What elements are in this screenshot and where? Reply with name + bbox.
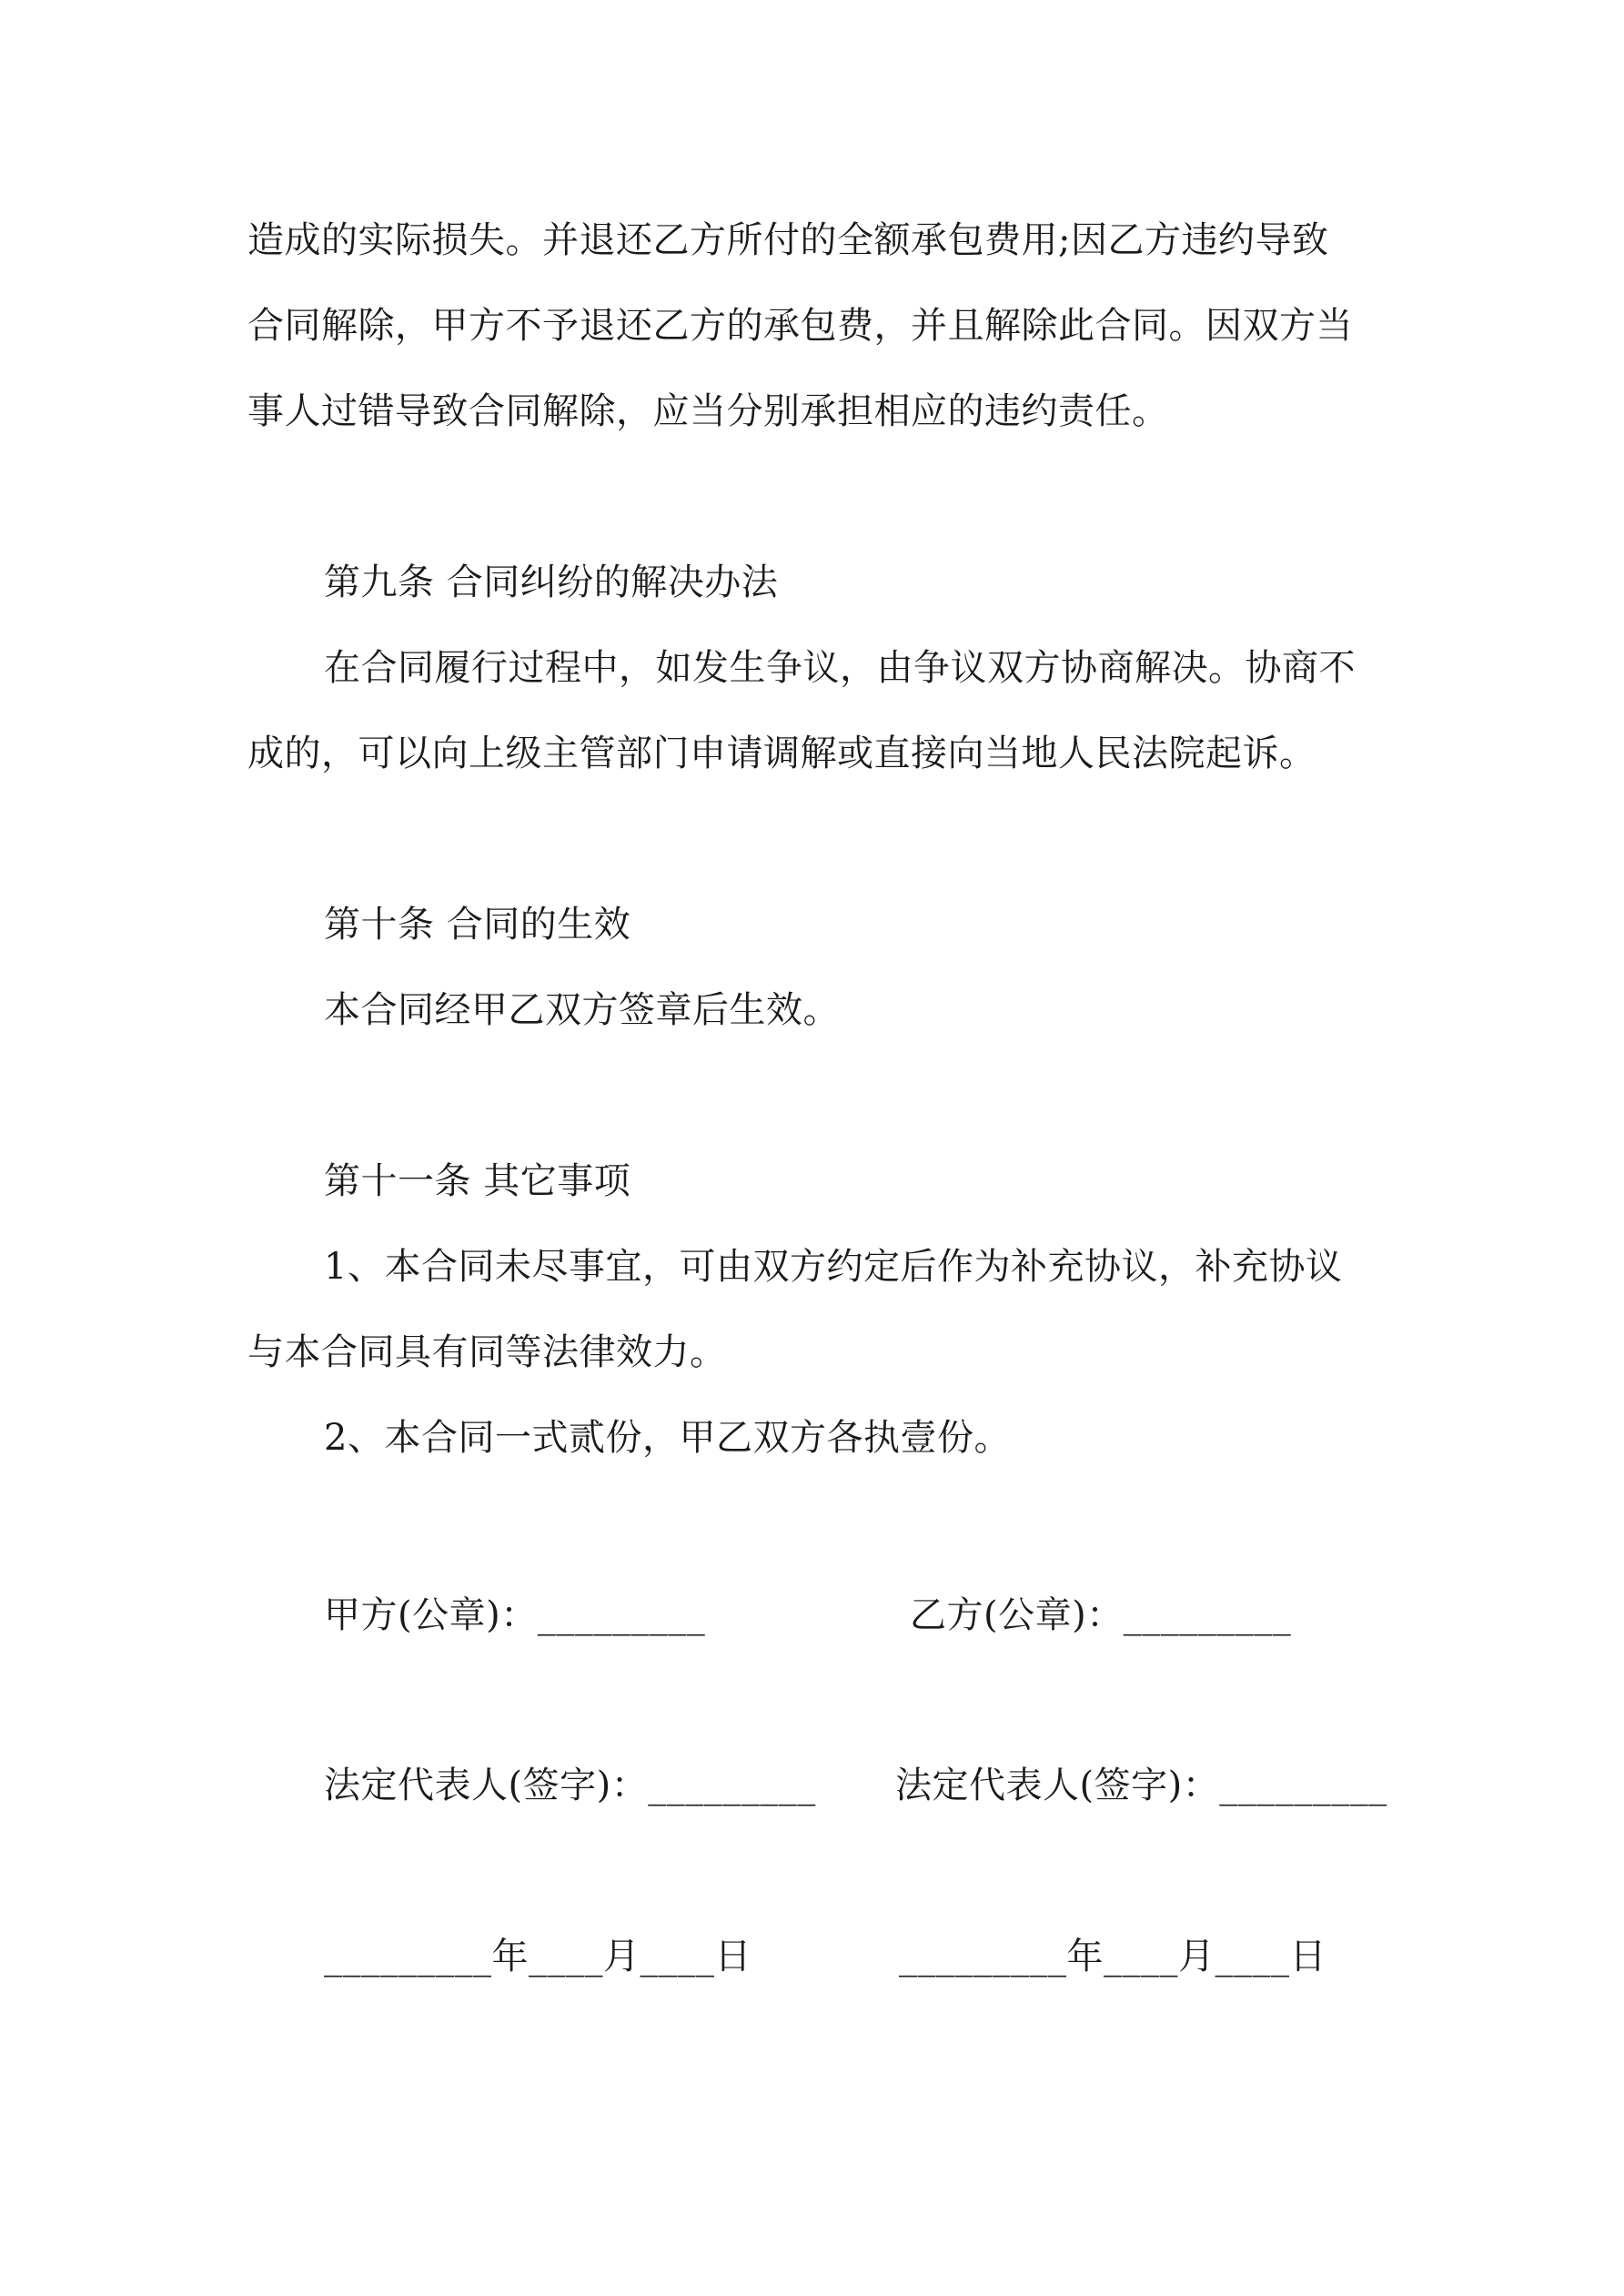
party-b-date: _________年____月____日: [899, 1936, 1326, 1977]
paragraph-line: 事人过错导致合同解除，应当分别承担相应的违约责任。: [247, 390, 1169, 432]
article-11-heading: 第十一条 其它事项: [324, 1160, 631, 1202]
party-a-date: _________年____月____日: [324, 1936, 751, 1977]
paragraph-line: 2、本合同一式贰份，甲乙双方各执壹份。: [324, 1417, 1011, 1459]
paragraph-line: 造成的实际损失。并退还乙方所付的全额承包费用;因乙方违约导致: [247, 219, 1329, 261]
paragraph-line: 成的，可以向上级主管部门申请调解或直接向当地人民法院起诉。: [247, 733, 1316, 774]
article-9-heading: 第九条 合同纠纷的解决办法: [324, 561, 779, 603]
party-b-representative: 法定代表人(签字)：_________: [895, 1765, 1387, 1806]
party-a-seal: 甲方(公章)：_________: [324, 1594, 706, 1636]
paragraph-line: 本合同经甲乙双方签章后生效。: [324, 989, 840, 1031]
paragraph-line: 1、本合同未尽事宜，可由双方约定后作为补充协议，补充协议: [324, 1246, 1343, 1288]
paragraph-line: 在合同履行过程中，如发生争议，由争议双方协商解决。协商不: [324, 647, 1356, 689]
paragraph-line: 合同解除，甲方不予退还乙方的承包费，并且解除此合同。因双方当: [247, 305, 1353, 347]
article-10-heading: 第十条 合同的生效: [324, 904, 631, 946]
party-b-seal: 乙方(公章)：_________: [910, 1594, 1292, 1636]
party-a-representative: 法定代表人(签字)：_________: [324, 1765, 816, 1806]
paragraph-line: 与本合同具有同等法律效力。: [247, 1331, 727, 1373]
